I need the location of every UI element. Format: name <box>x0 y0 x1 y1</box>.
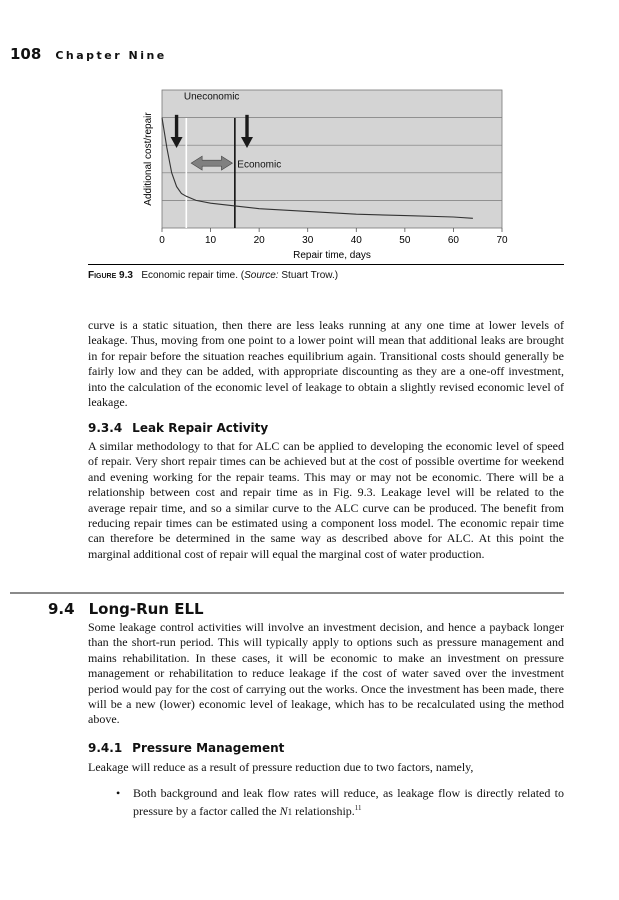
x-tick-label: 40 <box>350 235 362 246</box>
section-number: 9.3.4 <box>88 421 123 435</box>
section-9-4-heading <box>48 600 204 618</box>
paragraph-pressure-intro: Leakage will reduce as a result of pressure reduction due to two factors, namely, <box>88 760 474 774</box>
bullet-text-b: relationship. <box>292 804 355 819</box>
running-header <box>10 44 167 63</box>
section-title: Pressure Management <box>132 741 285 755</box>
page-number: 108 <box>10 45 42 63</box>
n1-symbol: N <box>279 804 288 819</box>
uneconomic-label: Uneconomic <box>183 91 240 103</box>
x-tick-label: 20 <box>253 235 265 246</box>
section-number: 9.4.1 <box>88 741 123 755</box>
section-9-4-1-heading <box>88 741 284 755</box>
x-tick-label: 70 <box>496 235 508 246</box>
caption-text: Economic repair time. ( <box>141 270 245 281</box>
paragraph-long-run: Some leakage control activities will involve an investment decision, and hence a payback longer than the short-run period. This will typically apply to options such as pressure management and mains rehabilitation. In these cases, it will be economic to make an investment on pressure management or rehabilitation to reduce leakage if the cost of water saved over the investment period would pay for the cost of carrying out the works. Once the investment has been made, there will be a new (lower) economic level of leakage, which has to be recalculated using the method above. <box>88 620 564 727</box>
section-9-3-4-heading <box>88 421 268 435</box>
x-tick-label: 50 <box>399 235 411 246</box>
x-axis <box>159 228 508 246</box>
section-divider <box>10 592 564 594</box>
chapter-title: Chapter Nine <box>55 49 167 62</box>
paragraph-intro: curve is a static situation, then there are less leaks running at any one time at lower levels of leakage. Thus, moving from one point to a lower point will mean that additional leaks are brought in for repair before the situation reaches equilibrium again. Transitional costs should generally be fairly low and they can be added, with appropriate discounting as they are a one-off investment, into the calculation of the economic level of leakage to obtain a slightly revised economic level of leakage. <box>88 318 564 410</box>
x-tick-label: 0 <box>159 235 165 246</box>
figure-caption <box>88 264 564 281</box>
caption-source: Stuart Trow.) <box>278 270 339 281</box>
section-number: 9.4 <box>48 600 75 618</box>
economic-label: Economic <box>237 159 282 171</box>
section-title: Leak Repair Activity <box>132 421 269 435</box>
list-item <box>88 786 564 821</box>
y-axis-label: Additional cost/repair <box>143 112 154 206</box>
caption-source-label: Source: <box>244 270 279 281</box>
repair-time-chart <box>140 84 520 264</box>
x-tick-label: 60 <box>447 235 459 246</box>
bullet-mark: • <box>116 786 121 800</box>
x-tick-label: 30 <box>302 235 314 246</box>
n1-subscript: 1 <box>287 807 293 818</box>
figure-label: Figure 9.3 <box>88 270 133 281</box>
section-title: Long-Run ELL <box>88 600 204 618</box>
paragraph-leak-repair: A similar methodology to that for ALC can be applied to developing the economic level of speed of repair. Very short repair times can be achieved but at the cost of possible overtime for weekend and evening working for the repair teams. This may or may not be economic. There will be a relationship between cost and repair time as in Fig. 9.3. Leakage level will be related to the average repair time, and so a similar curve to the ALC curve can be produced. The benefit from reducing repair times can be estimated using a component loss model. The economic repair time can therefore be determined in the same way as described above for ALC. At this point the marginal additional cost of repair will equal the marginal cost of water production. <box>88 439 564 561</box>
x-tick-label: 10 <box>205 235 217 246</box>
bullet-list <box>88 786 564 821</box>
x-axis-label: Repair time, days <box>293 250 371 261</box>
reference-mark: 11 <box>354 804 362 813</box>
bullet-text-a: Both background and leak flow rates will reduce, as leakage flow is directly related to pressure by a factor called the <box>133 786 564 819</box>
plot-area <box>162 90 502 228</box>
